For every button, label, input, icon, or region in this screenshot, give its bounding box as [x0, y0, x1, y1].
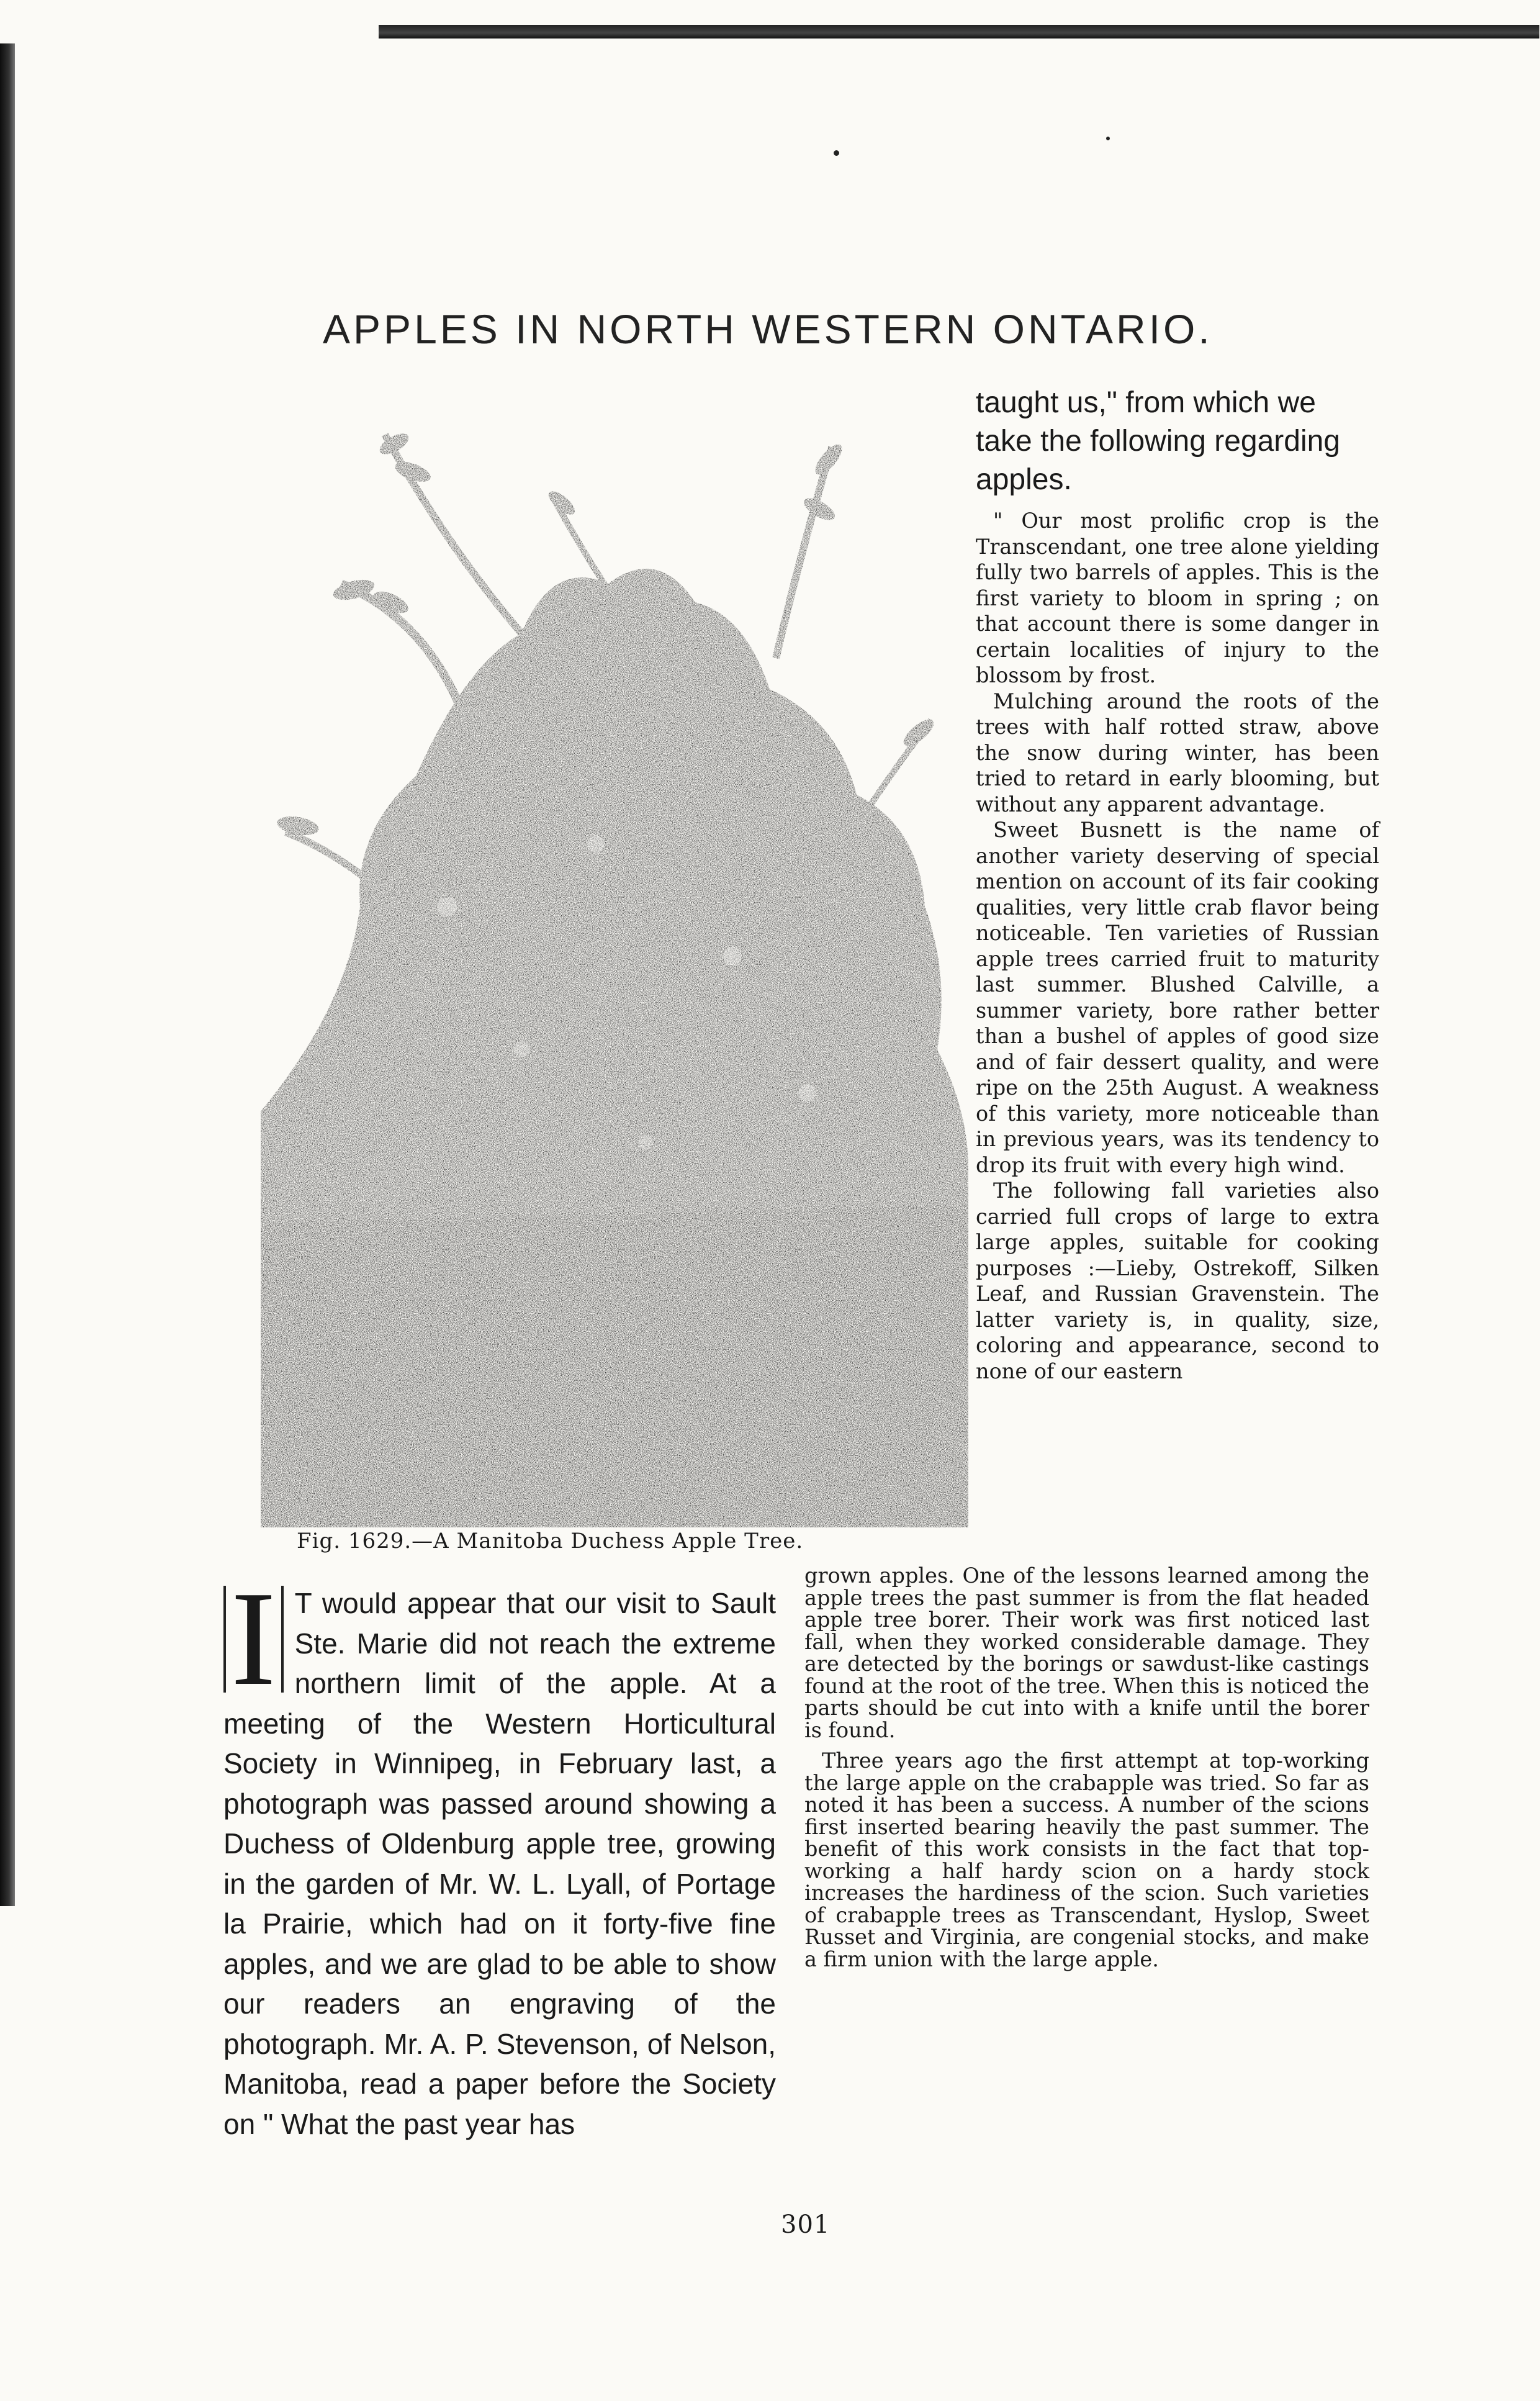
middle-paragraph-1: grown apples. One of the lessons learned among the apple trees the past summer is from the flat headed apple tree borer. Their work was first noticed last fall, when they worked considerable damage. They are detected by the borings or sawdust-like castings found at the root of the tree. When this is noticed the parts should be cut into with a knife until the borer is found. [804, 1563, 1369, 1742]
right-paragraph-4: The following fall varieties also carried full crops of large to extra large apples, suitable for cooking purposes :—Lieby, Ostrekoff, Silken Leaf, and Russian Gravenstein. The latter variety is, in quality, size, coloring and appearance, second to none of our eastern [976, 1178, 1379, 1383]
ink-speck [834, 150, 839, 156]
right-column [976, 384, 1379, 1384]
left-column [223, 1564, 776, 2144]
apple-tree-engraving [261, 397, 968, 1527]
middle-paragraph-2: Three years ago the first attempt at top-working the large apple on the crabapple was tried. So far as noted it has been a success. A number of the scions first inserted bearing heavily the past summer. The benefit of this work consists in the fact that top-working a half hardy scion on a hardy stock increases the hardiness of the scion. Such varieties of crabapple trees as Transcendant, Hyslop, Sweet Russet and Virginia, are congenial stocks, and make a firm union with the large apple. [804, 1748, 1369, 1971]
scan-edge-shadow [0, 43, 15, 1906]
right-paragraph-3: Sweet Busnett is the name of another variety deserving of special mention on account of its fair cooking qualities, very little crab flavor being noticeable. Ten varieties of Russian apple trees carried fruit to maturity last summer. Blushed Calville, a summer variety, bore rather better than a bushel of apples of good size and of fair dessert quality, and were ripe on the 25th August. A weakness of this variety, more noticeable than in previous years, was its tendency to drop its fruit with every high wind. [976, 818, 1379, 1177]
middle-column [804, 1565, 1369, 1970]
right-paragraph-1: " Our most prolific crop is the Transcendant, one tree alone yielding fully two barrels of apples. This is the first variety to bloom in spring ; on that account there is some danger in certain localities of injury to the blossom by frost. [976, 509, 1379, 687]
left-column-body: T would appear that our visit to Sault Ste. Marie did not reach the extreme northern limit of the apple. At a meeting of the Western Horticultural Society in Winnipeg, in February last, a photograph was passed around showing a Duchess of Oldenburg apple tree, growing in the garden of Mr. W. L. Lyall, of Portage la Prairie, which had on it forty-five fine apples, and we are glad to be able to show our readers an engraving of the photograph. Mr. A. P. Stevenson, of Nelson, Manitoba, read a paper before the Society on " What the past year has [223, 1587, 776, 2140]
right-paragraph-2: Mulching around the roots of the trees with half rotted straw, above the snow during winter, has been tried to retard in early blooming, but without any apparent advantage. [976, 689, 1379, 816]
page-number: 301 [781, 2210, 831, 2239]
figure-caption: Fig. 1629.—A Manitoba Duchess Apple Tree. [297, 1529, 804, 1553]
article-title: APPLES IN NORTH WESTERN ONTARIO. [323, 306, 1213, 352]
drop-cap: I [223, 1586, 284, 1693]
ink-speck [1106, 137, 1110, 140]
top-rule [379, 25, 1539, 38]
right-column-lead: taught us," from which we take the following regarding apples. [976, 386, 1341, 496]
